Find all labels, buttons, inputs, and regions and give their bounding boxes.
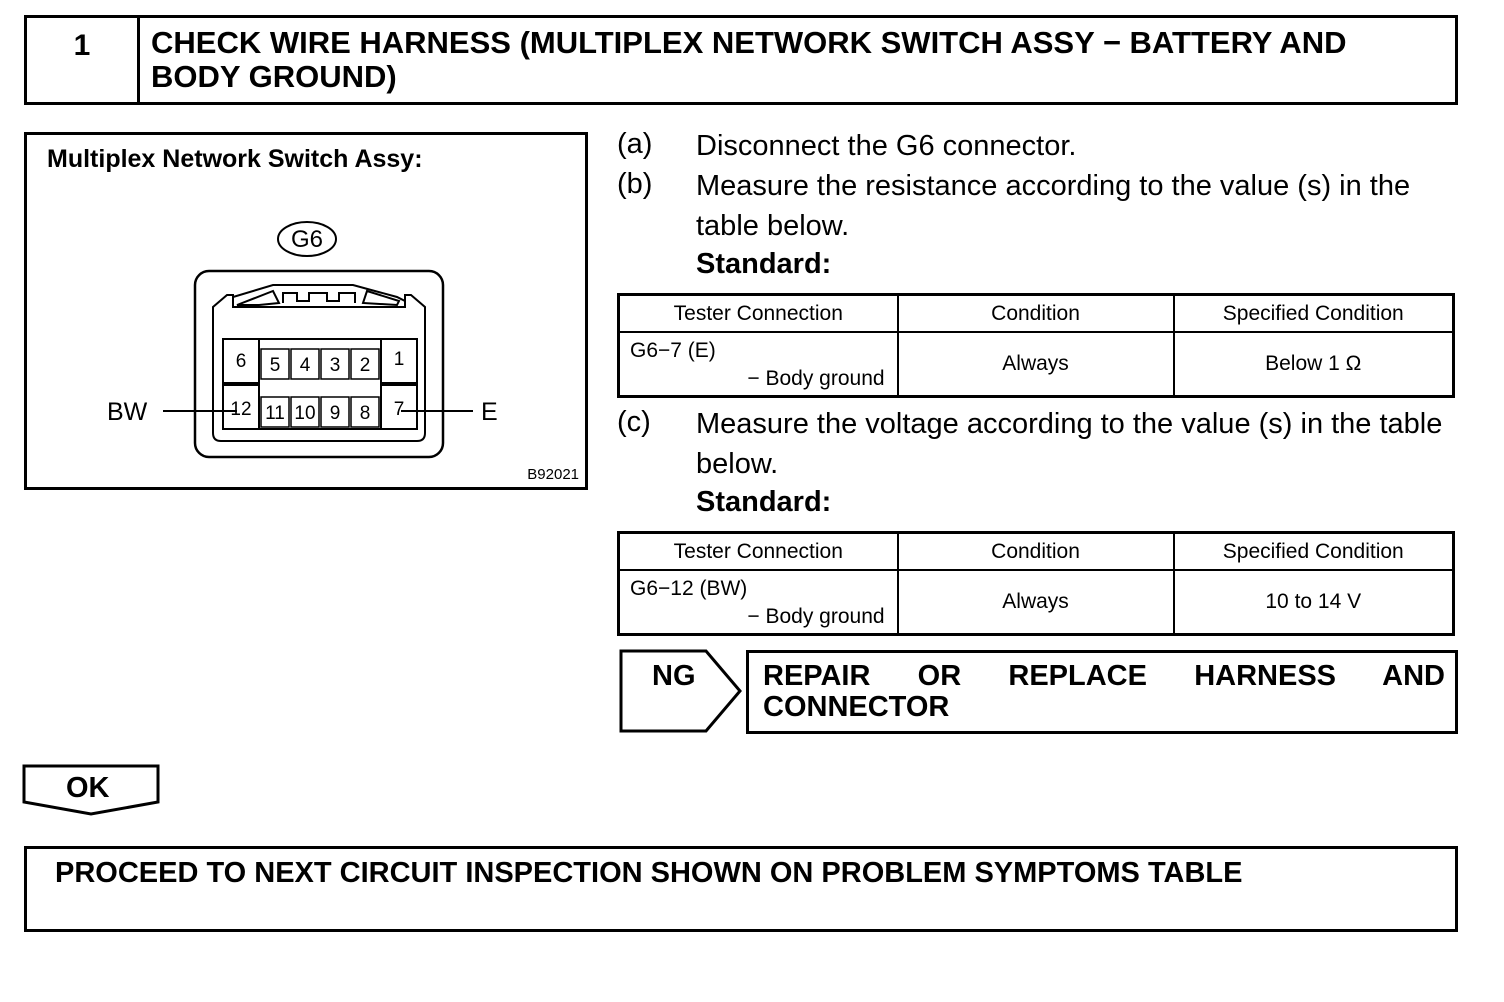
condition-cell: Always: [898, 570, 1174, 635]
step-a-text: Disconnect the G6 connector.: [696, 130, 1077, 162]
connector-diagram: [27, 135, 585, 487]
step-c-letter: (c): [617, 406, 651, 438]
step-a-letter: (a): [617, 128, 653, 160]
ng-label: NG: [652, 660, 696, 692]
table-row: [619, 332, 1454, 397]
specified-condition-cell: Below 1 Ω: [1174, 332, 1454, 397]
step-c-line1: Measure the voltage according to the value (s) in the table: [696, 408, 1443, 440]
step-number: 1: [27, 18, 140, 102]
resistance-table: [617, 293, 1455, 398]
step-title: CHECK WIRE HARNESS (MULTIPLEX NETWORK SWITCH ASSY − BATTERY AND BODY GROUND): [151, 25, 1347, 94]
tester-connection-cell: [619, 332, 898, 397]
ng-action-line2: CONNECTOR: [763, 691, 950, 723]
pin-label: 11: [265, 403, 285, 424]
figure-title: Multiplex Network Switch Assy:: [47, 145, 423, 173]
step-header: [24, 15, 1458, 105]
table-header-cell: Specified Condition: [1174, 295, 1454, 333]
pin-label: 12: [230, 399, 252, 420]
pin-label: 4: [299, 355, 311, 376]
connector-figure: [24, 132, 588, 490]
ng-action-box: [746, 650, 1458, 734]
ng-action-line1: REPAIR OR REPLACE HARNESS AND: [763, 660, 1445, 692]
connector-label: G6: [290, 226, 324, 253]
ng-action-text: [763, 661, 1445, 723]
voltage-table: [617, 531, 1455, 636]
pin-label: 2: [359, 355, 371, 376]
pin-label: 7: [393, 399, 405, 420]
step-c-line2: below.: [696, 448, 779, 480]
ok-label: OK: [66, 772, 110, 804]
table-header-cell: Tester Connection: [619, 533, 898, 571]
specified-condition-cell: 10 to 14 V: [1174, 570, 1454, 635]
table-header-row: [619, 533, 1454, 571]
tester-connection-pin: G6−12 (BW): [630, 577, 748, 600]
step-b-letter: (b): [617, 168, 653, 200]
pin-label: 6: [235, 351, 247, 372]
bw-wire-label: BW: [107, 398, 148, 426]
e-wire-label: E: [481, 398, 498, 426]
table-header-cell: Condition: [898, 295, 1174, 333]
table-header-cell: Tester Connection: [619, 295, 898, 333]
connector-latch: [233, 285, 405, 307]
table-header-cell: Specified Condition: [1174, 533, 1454, 571]
table-header-row: [619, 295, 1454, 333]
table-header-cell: Condition: [898, 533, 1174, 571]
step-b-line1: Measure the resistance according to the value (s) in the: [696, 170, 1411, 202]
tester-connection-pin: G6−7 (E): [630, 339, 716, 362]
figure-code: B92021: [527, 466, 579, 483]
pin-label: 9: [329, 403, 341, 424]
pin-label: 8: [359, 403, 371, 424]
condition-cell: Always: [898, 332, 1174, 397]
table-row: [619, 570, 1454, 635]
pin-label: 5: [269, 355, 281, 376]
tester-connection-ground: − Body ground: [747, 605, 885, 628]
pin-label: 10: [294, 403, 316, 424]
pin-label: 1: [393, 349, 405, 370]
proceed-text: PROCEED TO NEXT CIRCUIT INSPECTION SHOWN ON PROBLEM SYMPTOMS TABLE: [55, 857, 1243, 889]
proceed-box: [24, 846, 1458, 932]
tester-connection-ground: − Body ground: [747, 367, 885, 390]
pin-label: 3: [329, 355, 341, 376]
step-b-standard: Standard:: [696, 248, 832, 280]
step-c-standard: Standard:: [696, 486, 832, 518]
tester-connection-cell: [619, 570, 898, 635]
step-b-line2: table below.: [696, 210, 850, 242]
